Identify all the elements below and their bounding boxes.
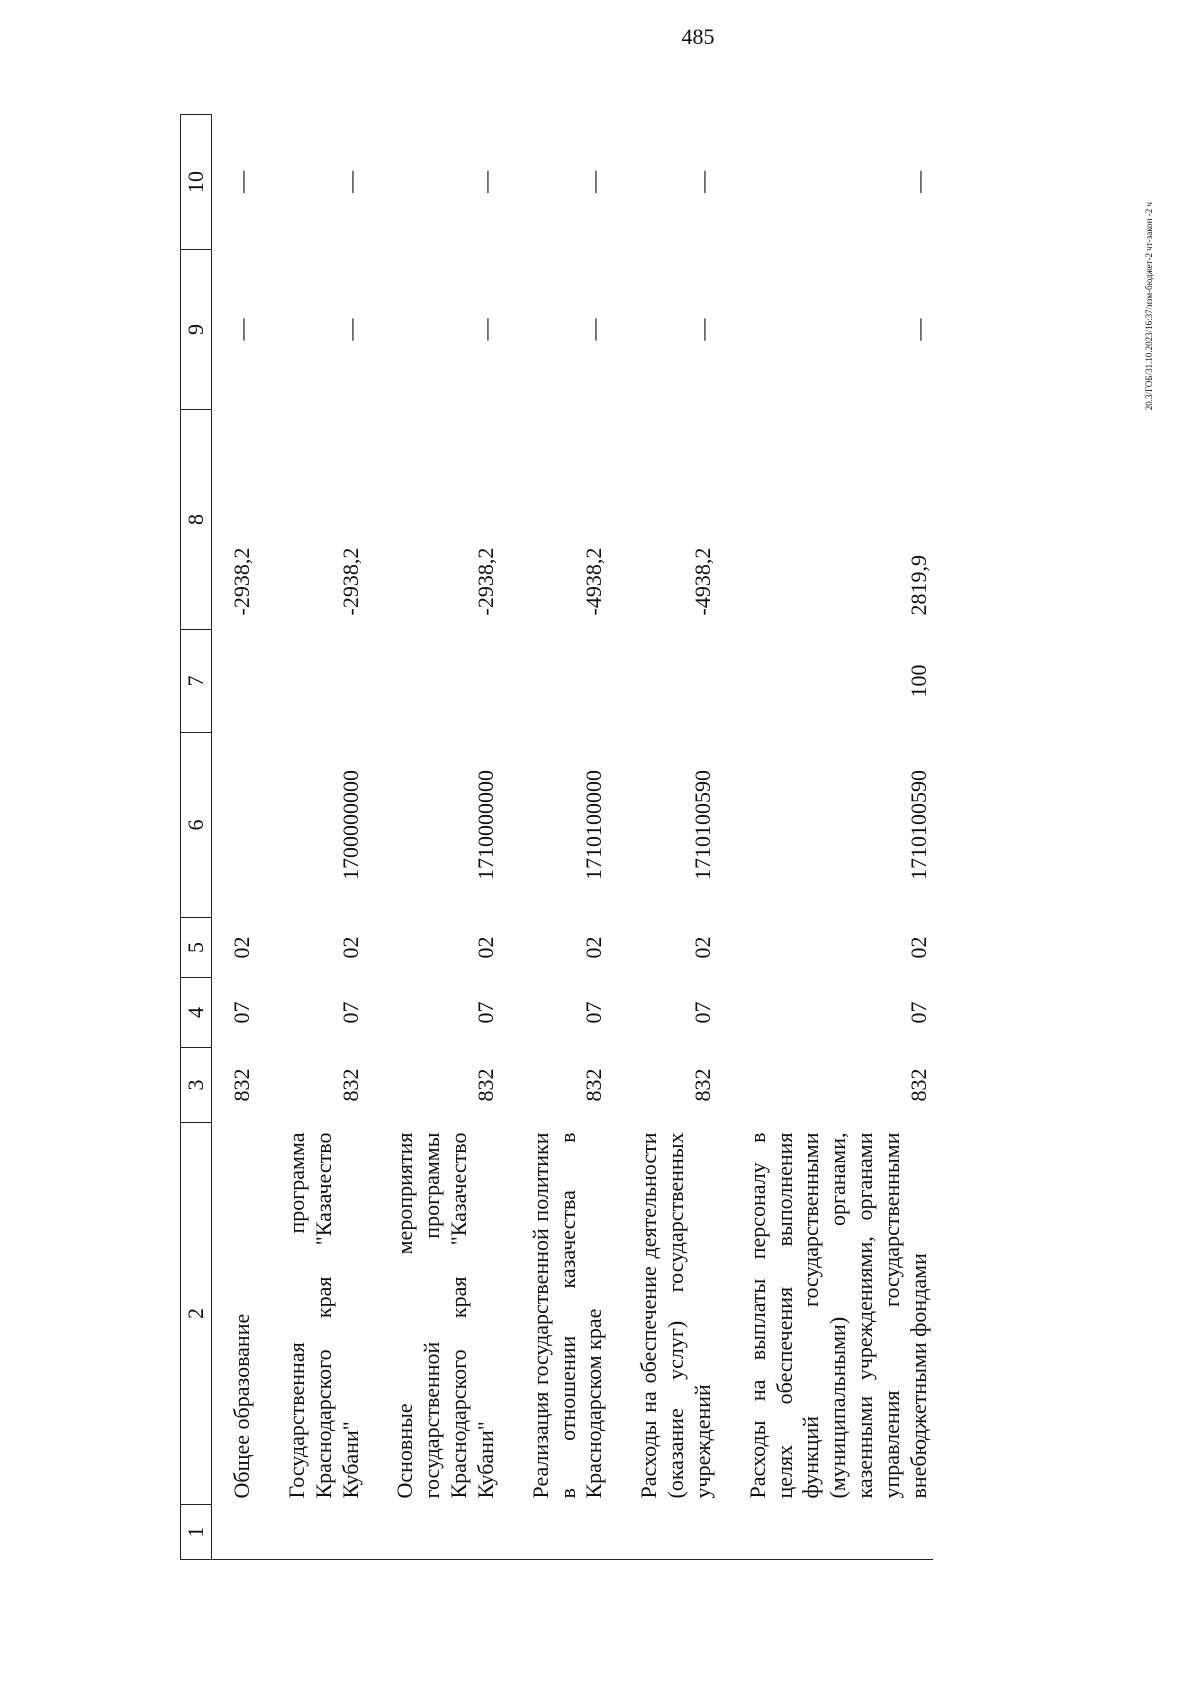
- row-cell-col1: [278, 1505, 364, 1560]
- row-amount-col8: -2938,2: [337, 547, 363, 616]
- row-spacer: [256, 115, 278, 1560]
- row-code-col4: 07: [581, 1001, 607, 1024]
- row-code-col5: 02: [581, 936, 607, 959]
- row-name: Общее образование: [229, 1313, 255, 1499]
- row-code-col4: 07: [689, 1001, 715, 1024]
- table-row: [739, 115, 933, 1560]
- row-code-col3: 832: [229, 1068, 255, 1102]
- row-code-col6: 1710100000: [581, 770, 607, 880]
- row-dash-col10: —: [905, 171, 931, 193]
- column-header-1: 1: [181, 1505, 212, 1560]
- row-amount-col8: -4938,2: [581, 547, 607, 616]
- row-name: Расходы на обеспечение деятельности (оказание услуг) государственных учреждений: [636, 1132, 715, 1499]
- column-number-header-row: [181, 115, 212, 1560]
- row-amount-col8: -2938,2: [229, 547, 255, 616]
- table-row: [212, 115, 257, 1560]
- row-dash-col10: —: [472, 171, 498, 193]
- row-code-col6: 1700000000: [337, 770, 363, 880]
- row-code-col5: 02: [229, 936, 255, 959]
- column-header-3: 3: [181, 1048, 212, 1123]
- row-cell-col1: [630, 1505, 716, 1560]
- row-code-col3: 832: [472, 1068, 498, 1102]
- row-cell-col1: [739, 1505, 933, 1560]
- row-code-col4: 07: [229, 1001, 255, 1024]
- row-code-col5: 02: [905, 936, 931, 959]
- row-code-col7: [278, 630, 364, 733]
- row-dash-col9: —: [905, 318, 931, 341]
- row-dash-col9: —: [337, 318, 363, 341]
- column-header-2: 2: [181, 1123, 212, 1505]
- row-spacer: [364, 115, 386, 1560]
- row-code-col6: 1710000000: [472, 770, 498, 880]
- row-name: Основные мероприятия государственной программы Краснодарского края "Казачество Кубани": [392, 1132, 498, 1499]
- row-name: Государственная программа Краснодарского края "Казачество Кубани": [284, 1132, 363, 1499]
- row-spacer: [500, 115, 522, 1560]
- row-code-col6: 1710100590: [905, 770, 931, 880]
- page-number: 485: [681, 24, 715, 49]
- column-header-4: 4: [181, 978, 212, 1048]
- column-header-9: 9: [181, 250, 212, 410]
- table-row: [386, 115, 499, 1560]
- column-header-5: 5: [181, 918, 212, 978]
- column-header-10: 10: [181, 115, 212, 250]
- row-amount-col8: -4938,2: [689, 547, 715, 616]
- column-header-7: 7: [181, 630, 212, 733]
- row-cell-col1: [212, 1505, 257, 1560]
- row-dash-col10: —: [229, 171, 255, 193]
- row-code-col4: 07: [472, 1001, 498, 1024]
- row-code-col7: [386, 630, 499, 733]
- row-name: Расходы на выплаты персоналу в целях обеспечения выполнения функций государственными (муниципальными) органами, казенными учреждениями, органами управления государственными внебюджетными фондами: [744, 1132, 931, 1499]
- row-code-col5: 02: [337, 936, 363, 959]
- row-dash-col9: —: [581, 318, 607, 341]
- column-header-6: 6: [181, 733, 212, 918]
- row-dash-col10: —: [337, 171, 363, 193]
- row-code-col3: 832: [689, 1068, 715, 1102]
- row-name: Реализация государственной политики в отношении казачества в Краснодарском крае: [527, 1132, 607, 1499]
- row-cell-col1: [522, 1505, 608, 1560]
- row-dash-col9: —: [689, 318, 715, 341]
- row-dash-col9: —: [229, 318, 255, 341]
- row-amount-col8: 2819,9: [905, 555, 931, 616]
- row-code-col6: 1710100590: [689, 770, 715, 880]
- row-dash-col9: —: [472, 318, 498, 341]
- table-row: [630, 115, 716, 1560]
- row-code-col5: 02: [689, 936, 715, 959]
- row-code-col4: 07: [905, 1001, 931, 1024]
- row-amount-col8: -2938,2: [472, 547, 498, 616]
- row-dash-col10: —: [581, 171, 607, 193]
- row-spacer: [717, 115, 739, 1560]
- document-side-code-text: 20.3/ГОБ/31.10.2023/16:37/изм-бюджет-2 чт-закон -2 ч: [1144, 201, 1154, 410]
- row-code-col3: 832: [581, 1068, 607, 1102]
- table-row: [522, 115, 608, 1560]
- table-row: [278, 115, 364, 1560]
- column-header-8: 8: [181, 410, 212, 630]
- row-cell-col1: [386, 1505, 499, 1560]
- rotated-budget-table-sheet: [180, 115, 1080, 1560]
- row-code-col7: 100: [905, 664, 931, 698]
- row-code-col7: [212, 630, 257, 733]
- row-dash-col10: —: [689, 171, 715, 193]
- row-code-col7: [630, 630, 716, 733]
- row-code-col7: [522, 630, 608, 733]
- row-code-col4: 07: [337, 1001, 363, 1024]
- row-code-col5: 02: [472, 936, 498, 959]
- document-side-code: [1138, 80, 1160, 410]
- budget-table: [180, 114, 933, 1560]
- row-code-col3: 832: [905, 1068, 931, 1102]
- row-spacer: [608, 115, 630, 1560]
- row-code-col6: [212, 733, 257, 918]
- row-code-col3: 832: [337, 1068, 363, 1102]
